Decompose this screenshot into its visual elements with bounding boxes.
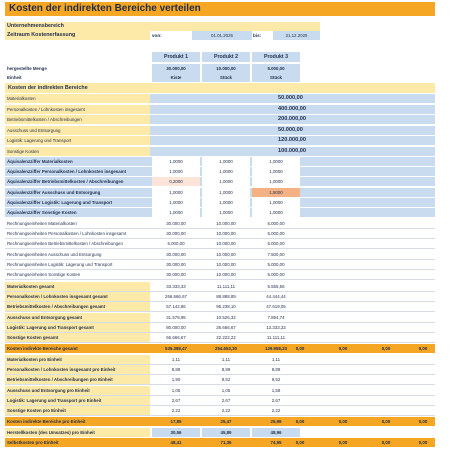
cost-label: Betriebsmittelkosten / Abschreibungen: [5, 115, 150, 124]
row-label: Äquivalenzziffer Betriebsmittelkosten / Abschreibungen: [5, 177, 150, 186]
value-cell: 2,67: [202, 396, 250, 405]
value-cell: 31.578,95: [152, 313, 200, 322]
product-header-1: Produkt 1: [152, 52, 200, 62]
value-cell: 11.111,11: [252, 333, 300, 342]
value-cell: 5.000,00: [252, 270, 300, 279]
value-cell[interactable]: 1,0000: [202, 208, 250, 217]
product-header-2: Produkt 2: [202, 52, 250, 62]
row-label: Äquivalenzziffer Materialkosten: [5, 157, 150, 166]
value-cell: 8,89: [202, 365, 250, 374]
row-label: Materialkosten pro Einheit: [5, 355, 150, 364]
value-cell: 8,89: [252, 365, 300, 374]
sheet-title-bar: [5, 2, 435, 16]
value-cell: 2,67: [252, 396, 300, 405]
row-label: Äquivalenzziffer Ausschuss und Entsorgung: [5, 188, 150, 197]
row-label: Sonstige Kosten pro Einheit: [5, 406, 150, 415]
value-cell: 7.500,00: [252, 250, 300, 259]
value-cell: 5.555,56: [252, 282, 300, 291]
value-cell: 0,00: [381, 419, 391, 424]
sheet-title: Kosten der indirekten Bereiche verteilen: [9, 3, 201, 14]
value-cell[interactable]: 1,0000: [152, 167, 200, 176]
value-cell: 30.000,00: [152, 270, 200, 279]
von-label: von:: [152, 33, 162, 38]
value-cell[interactable]: 1,0000: [252, 208, 300, 217]
cost-value[interactable]: 120.000,00: [278, 137, 306, 143]
value-cell: 2,67: [152, 396, 200, 405]
value-cell: 48,41: [170, 440, 182, 445]
value-cell[interactable]: 1,0000: [202, 167, 250, 176]
value-cell: 10.000,00: [202, 239, 250, 248]
value-cell: 80.000,00: [152, 323, 200, 332]
value-cell[interactable]: 1,0000: [202, 188, 250, 197]
value-cell: 11.111,11: [202, 282, 250, 291]
value-cell[interactable]: 1,0000: [202, 198, 250, 207]
value-cell[interactable]: 1,0000: [252, 177, 300, 186]
row-label: Rechnungseinheiten Sonstige Kosten: [5, 270, 150, 279]
value-cell: 1,05: [152, 386, 200, 395]
row-label: Materialkosten gesamt: [5, 282, 150, 291]
row-label: Logistik: Lagerung und Transport pro Einheit: [5, 396, 150, 405]
section-title: Kosten der indirekten Bereiche: [5, 83, 435, 93]
value-cell: 47.619,05: [252, 302, 300, 311]
row-divider: [5, 342, 435, 343]
value-cell: 5.000,00: [252, 219, 300, 228]
row-label: Betriebsmittelkosten / Abschreibungen pro Einheit: [5, 375, 150, 384]
value-cell: 129.958,23: [265, 346, 287, 351]
value-cell[interactable]: 1,0000: [252, 167, 300, 176]
value-cell: 26.666,67: [202, 323, 250, 332]
value-cell[interactable]: 30.000,00: [152, 64, 200, 73]
value-cell[interactable]: 0,2000: [152, 177, 200, 186]
row-label: Herstellkosten (des Umsatzes) pro Einheit: [5, 428, 150, 437]
value-cell: 7.894,74: [252, 313, 300, 322]
row-label: Einheit: [5, 73, 150, 82]
value-cell: 0,00: [418, 346, 428, 351]
value-cell: 10.000,00: [202, 260, 250, 269]
cost-value[interactable]: 400.000,00: [278, 105, 306, 112]
value-cell: 6.000,00: [152, 239, 200, 248]
value-cell[interactable]: Stück: [252, 73, 300, 82]
value-cell: 0,00: [418, 419, 428, 424]
value-cell: 9,52: [202, 375, 250, 384]
row-label: Rechnungseinheiten Betriebsmittelkosten / Abschreibungen: [5, 239, 150, 248]
value-cell: 0,00: [338, 440, 348, 445]
value-cell: 1,11: [152, 355, 200, 364]
value-cell: 1,58: [252, 386, 300, 395]
value-cell[interactable]: 1,0000: [252, 157, 300, 166]
value-cell: 10.000,00: [202, 250, 250, 259]
value-cell: 266.666,67: [152, 292, 200, 301]
value-cell: 25,99: [270, 419, 282, 424]
value-cell: 1,90: [152, 375, 200, 384]
value-cell: 44.444,44: [252, 292, 300, 301]
value-cell: 5.000,00: [252, 260, 300, 269]
value-cell: 0,00: [295, 440, 305, 445]
value-cell: 33.333,33: [152, 282, 200, 291]
row-label: Sonstige Kosten gesamt: [5, 333, 150, 342]
value-cell: 2,22: [252, 406, 300, 415]
value-cell: 30.000,00: [152, 250, 200, 259]
row-label: Rechnungseinheiten Materialkosten: [5, 219, 150, 228]
von-date-input[interactable]: 01.01.2025: [192, 31, 252, 40]
unternehmensbereich-label: Unternehmensbereich: [5, 22, 150, 31]
value-cell: 5.000,00: [252, 239, 300, 248]
cost-label: Ausschuss und Entsorgung: [5, 126, 150, 135]
value-cell: 48,96: [252, 428, 300, 437]
value-cell: 1,05: [202, 386, 250, 395]
cost-value[interactable]: 200.000,00: [278, 116, 306, 122]
value-cell: 17,85: [170, 419, 182, 424]
zeitraum-label: Zeitraum Kostenerfassung: [5, 31, 150, 40]
row-label: Rechnungseinheiten Personalkosten / Lohnkosten insgesamt: [5, 229, 150, 238]
value-cell[interactable]: Kiste: [152, 73, 200, 82]
value-cell: 30.000,00: [152, 260, 200, 269]
cost-label: Logistik: Lagerung und Transport: [5, 136, 150, 145]
value-cell: 2,22: [152, 406, 200, 415]
value-cell: 254.653,30: [215, 346, 237, 351]
value-cell: 71,36: [220, 440, 232, 445]
value-cell: 95.238,10: [202, 302, 250, 311]
cost-value[interactable]: 100.000,00: [278, 147, 306, 154]
value-cell: 0,00: [338, 419, 348, 424]
row-label: Selbstkosten pro Einheit: [7, 440, 59, 445]
value-cell: 10.000,00: [202, 270, 250, 279]
value-cell[interactable]: 1,0000: [152, 198, 200, 207]
value-cell: 2,22: [202, 406, 250, 415]
row-label: Äquivalenzziffer Personalkosten / Lohnkosten insgesamt: [5, 167, 150, 176]
bis-label: bis:: [253, 33, 262, 38]
row-divider: [5, 279, 435, 280]
cost-value[interactable]: 50.000,00: [278, 95, 303, 101]
row-label: Kosten indirekte Bereiche pro Einheit: [7, 419, 86, 424]
value-cell: 0,00: [418, 440, 428, 445]
value-cell: 1,11: [202, 355, 250, 364]
row-label: Rechnungseinheiten Logistik: Lagerung und Transport: [5, 260, 150, 269]
row-label: Kosten indirekte Bereiche gesamt: [7, 346, 78, 351]
row-divider: [5, 415, 435, 416]
value-cell: 8,89: [152, 365, 200, 374]
value-cell: 30.000,00: [152, 219, 200, 228]
value-cell: 0,00: [295, 346, 305, 351]
value-cell: 13.333,33: [252, 323, 300, 332]
value-cell[interactable]: 1,0000: [152, 208, 200, 217]
value-cell: 10.000,00: [202, 229, 250, 238]
value-cell: 88.888,89: [202, 292, 250, 301]
row-label: Personalkosten / Lohnkosten insgesamt pro Einheit: [5, 365, 150, 374]
value-cell: 57.142,86: [152, 302, 200, 311]
value-cell: 74,95: [270, 440, 282, 445]
value-cell[interactable]: Stück: [202, 73, 250, 82]
value-cell[interactable]: 10.000,00: [202, 64, 250, 73]
value-cell[interactable]: 1,0000: [152, 157, 200, 166]
value-cell: 45,89: [202, 428, 250, 437]
value-cell: 66.666,67: [152, 333, 200, 342]
row-label: Äquivalenzziffer Sonstige Kosten: [5, 208, 150, 217]
value-cell: 0,00: [338, 346, 348, 351]
row-label: Betriebsmittelkosten / Abschreibungen gesamt: [5, 302, 150, 311]
row-label: Ausschuss und Entsorgung pro Einheit: [5, 386, 150, 395]
row-label: Logistik: Lagerung und Transport gesamt: [5, 323, 150, 332]
value-cell[interactable]: 1,0000: [252, 198, 300, 207]
value-cell: 0,00: [381, 346, 391, 351]
value-cell: 10.000,00: [202, 219, 250, 228]
value-cell: 30,56: [152, 428, 200, 437]
value-cell: 1,11: [252, 355, 300, 364]
value-cell[interactable]: 1,0000: [202, 177, 250, 186]
row-label: Ausschuss und Entsorgung gesamt: [5, 313, 150, 322]
value-cell[interactable]: 1,0000: [202, 157, 250, 166]
cost-label: Materialkosten: [5, 94, 150, 103]
value-cell: 0,00: [381, 440, 391, 445]
product-header-3: Produkt 3: [252, 52, 300, 62]
value-cell: 22.222,22: [202, 333, 250, 342]
cost-value[interactable]: 50.000,00: [278, 126, 303, 133]
value-cell: 5.000,00: [252, 229, 300, 238]
row-label: Personalkosten / Lohnkosten insgesamt gesamt: [5, 292, 150, 301]
value-cell[interactable]: 1,5000: [252, 188, 300, 197]
value-cell: 535.388,47: [165, 346, 187, 351]
value-cell: 10.526,32: [202, 313, 250, 322]
bis-date-input[interactable]: 31.12.2025: [273, 31, 320, 40]
row-label: Äquivalenzziffer Logistik: Lagerung und Transport: [5, 198, 150, 207]
unternehmensbereich-input[interactable]: [150, 22, 320, 31]
value-cell: 30.000,00: [152, 229, 200, 238]
value-cell: 9,52: [252, 375, 300, 384]
row-label: hergestellte Menge: [5, 64, 150, 73]
row-label: Rechnungseinheiten Ausschuss und Entsorgung: [5, 250, 150, 259]
cost-label: Sonstige Kosten: [5, 147, 150, 156]
value-cell[interactable]: 1,0000: [152, 188, 200, 197]
cost-label: Personalkosten / Lohnkosten insgesamt: [5, 105, 150, 114]
value-cell: 0,00: [295, 419, 305, 424]
value-cell[interactable]: 5.000,00: [252, 64, 300, 73]
value-cell: 25,47: [220, 419, 232, 424]
